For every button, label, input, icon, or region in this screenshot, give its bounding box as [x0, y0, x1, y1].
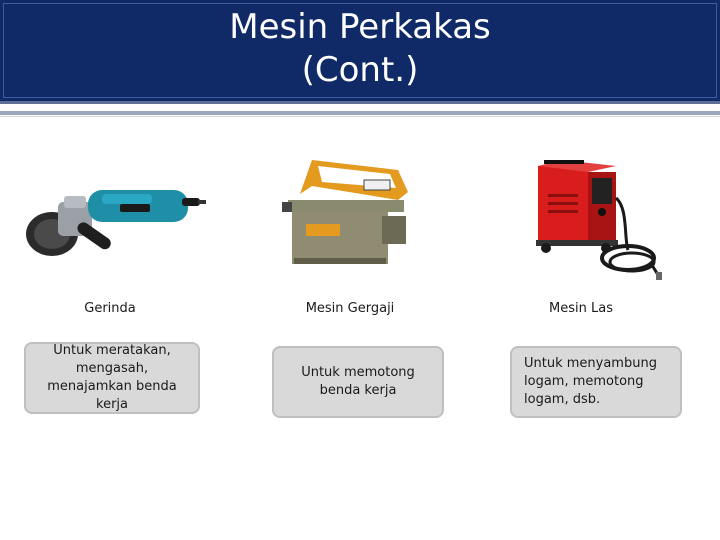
title-line-2: (Cont.): [301, 50, 419, 90]
tool-label-mesin-las: Mesin Las: [549, 301, 613, 316]
description-box-gerinda: Untuk meratakan, mengasah, menajamkan benda kerja: [24, 342, 200, 414]
divider-thin: [0, 116, 720, 117]
description-box-mesin-gergaji: Untuk memotong benda kerja: [272, 346, 444, 418]
page-title: [0, 6, 720, 92]
angle-grinder-image: [22, 170, 207, 265]
title-line-1: Mesin Perkakas: [229, 7, 491, 47]
welding-machine-image: [532, 158, 664, 283]
bandsaw-machine-image: [278, 154, 412, 266]
divider: [0, 111, 720, 115]
title-bar: [0, 0, 720, 104]
tool-label-mesin-gergaji: Mesin Gergaji: [305, 301, 395, 316]
tool-label-gerinda: Gerinda: [84, 301, 136, 316]
description-box-mesin-las: Untuk menyambung logam, memotong logam, dsb.: [510, 346, 682, 418]
